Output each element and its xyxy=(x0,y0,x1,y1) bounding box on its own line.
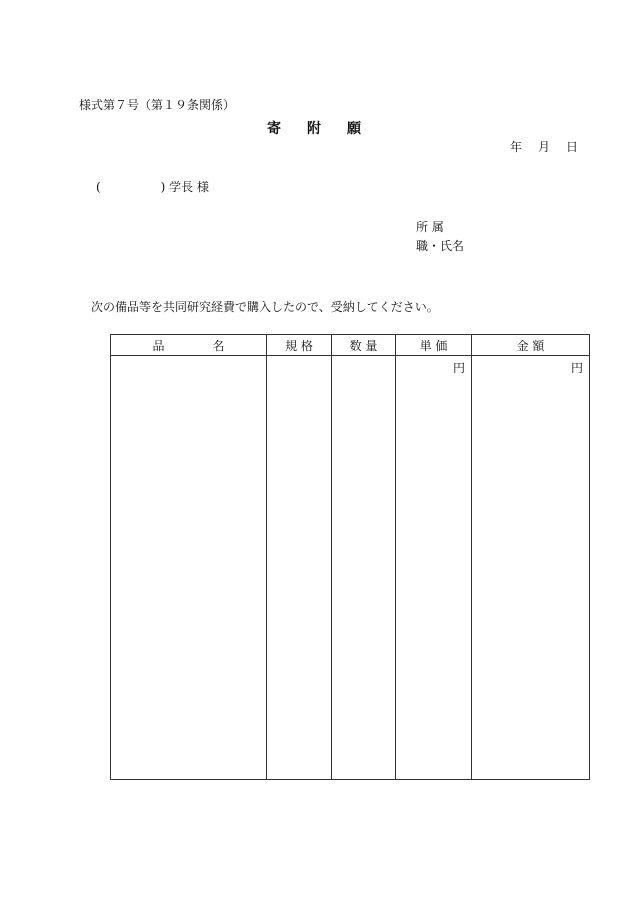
yen-unit: 円 xyxy=(452,361,465,375)
cell-spec[interactable] xyxy=(267,356,332,780)
items-table xyxy=(110,334,590,780)
header-spec: 規 格 xyxy=(267,335,332,356)
date-field xyxy=(510,138,578,155)
cell-amount[interactable] xyxy=(472,356,590,780)
header-unit-price: 単 価 xyxy=(396,335,472,356)
header-amount: 金 額 xyxy=(472,335,590,356)
cell-unit-price[interactable] xyxy=(396,356,472,780)
header-item-name: 品 名 xyxy=(111,335,267,356)
name-label: 職・氏名 xyxy=(416,239,465,253)
title-char: 附 xyxy=(307,121,323,137)
cell-item-name[interactable] xyxy=(111,356,267,780)
cell-quantity[interactable] xyxy=(332,356,396,780)
header-quantity: 数 量 xyxy=(332,335,396,356)
addressee: ( ) 学長 様 xyxy=(96,180,209,194)
date-month: 月 xyxy=(538,140,551,154)
body-text: 次の備品等を共同研究経費で購入したので、受納してください。 xyxy=(91,300,439,314)
affiliation-label: 所 属 xyxy=(416,220,444,234)
title-char: 寄 xyxy=(267,121,283,137)
form-number: 様式第７号（第１９条関係） xyxy=(79,98,236,112)
table-row xyxy=(111,356,590,780)
date-year: 年 xyxy=(510,140,523,154)
table-header-row xyxy=(111,335,590,356)
document-title xyxy=(0,118,630,138)
date-day: 日 xyxy=(566,140,579,154)
yen-unit: 円 xyxy=(570,361,583,375)
title-char: 願 xyxy=(347,121,363,137)
